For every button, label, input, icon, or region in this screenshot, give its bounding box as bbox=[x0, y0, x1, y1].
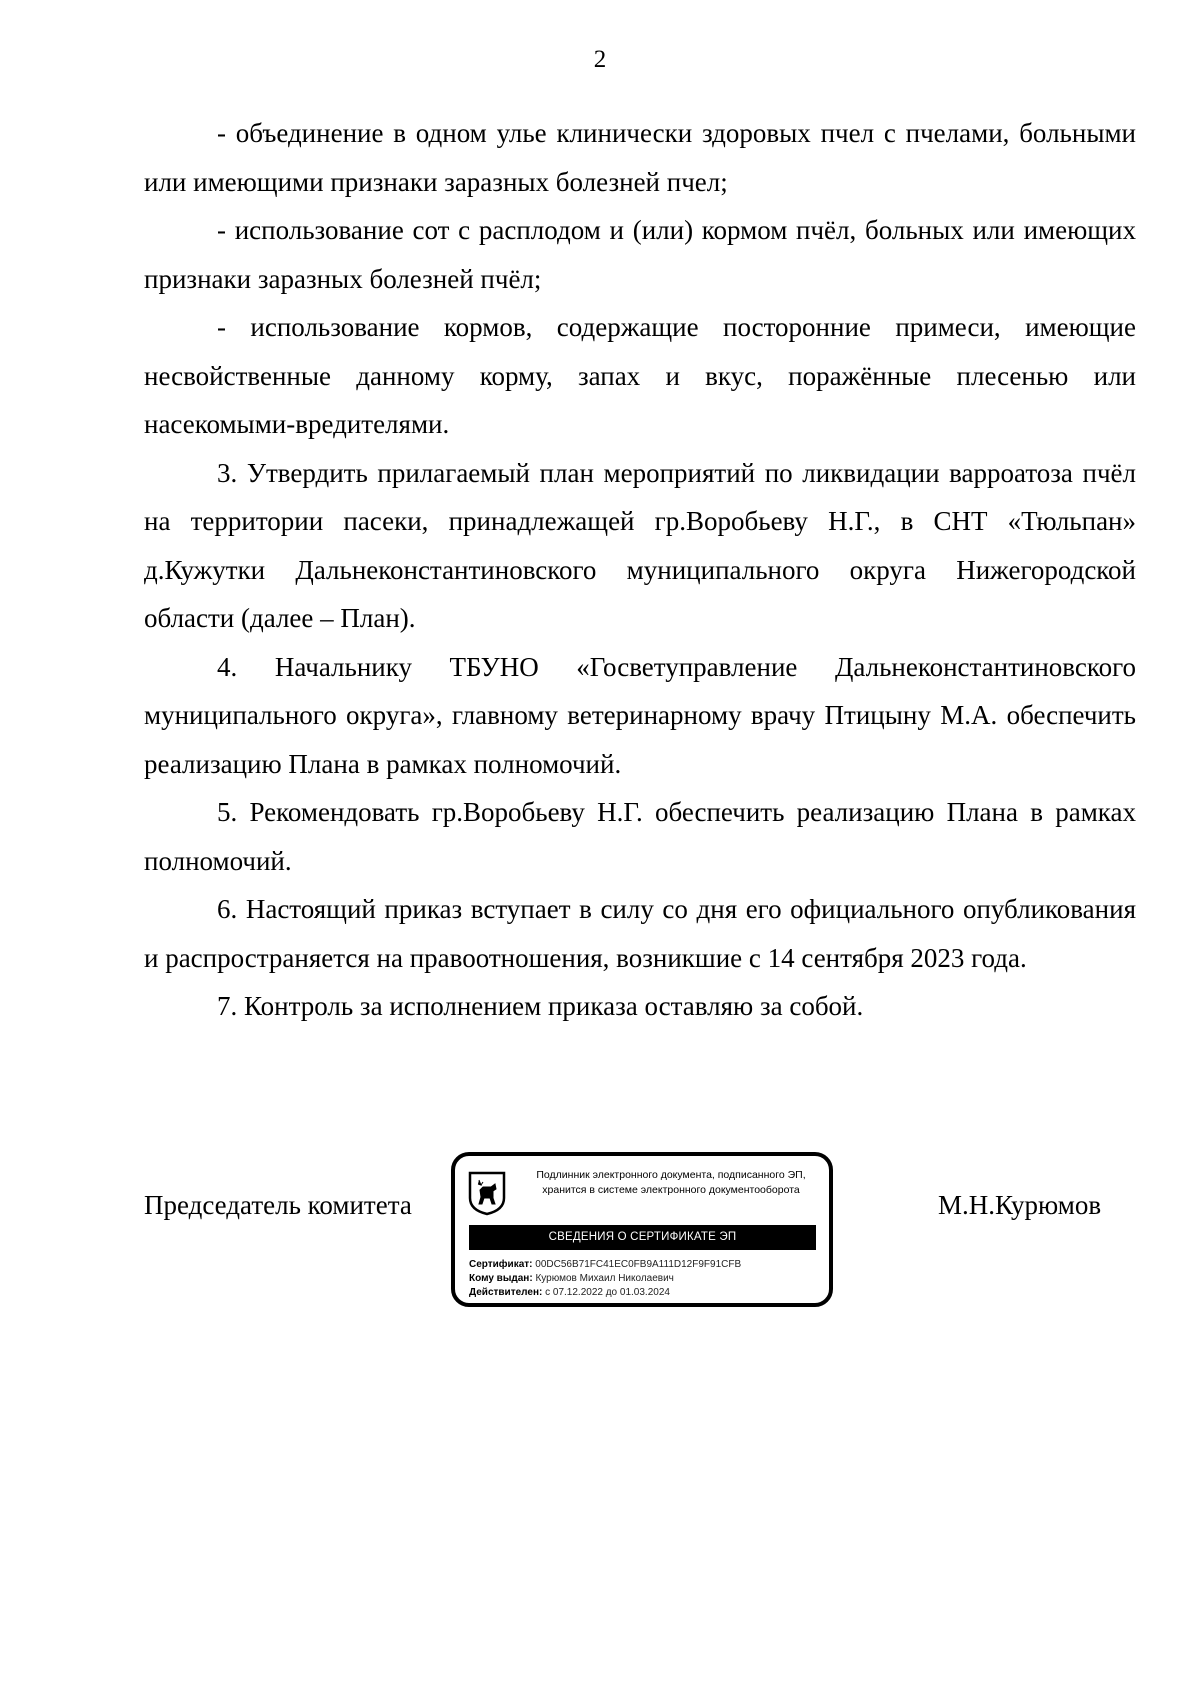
paragraph-item-7: 7. Контроль за исполнением приказа оставляю за собой. bbox=[217, 991, 864, 1021]
document-body bbox=[144, 109, 1136, 1031]
paragraph-item-4: 4. Начальнику ТБУНО «Госветуправление Дальнеконстантиновского муниципального округа», главному ветеринарному врачу Птицыну М.А. обеспечить реализацию Плана в рамках полномочий. bbox=[144, 651, 1136, 779]
paragraph-dash-2: - использование сот с расплодом и (или) кормом пчёл, больных или имеющих признаки заразных болезней пчёл; bbox=[144, 215, 1136, 294]
stamp-header bbox=[515, 1168, 827, 1198]
deer-coat-of-arms-icon bbox=[467, 1170, 507, 1216]
stamp-header-line-1: Подлинник электронного документа, подписанного ЭП, bbox=[536, 1169, 806, 1181]
paragraph-dash-3: - использование кормов, содержащие посторонние примеси, имеющие несвойственные данному корму, запах и вкус, поражённые плесенью или насекомыми-вредителями. bbox=[144, 312, 1136, 439]
paragraph-item-5: 5. Рекомендовать гр.Воробьеву Н.Г. обеспечить реализацию Плана в рамках полномочий. bbox=[144, 797, 1136, 876]
electronic-signature-stamp bbox=[451, 1152, 833, 1307]
issued-to-label: Кому выдан: bbox=[469, 1273, 533, 1284]
signature-block bbox=[0, 1152, 1200, 1302]
signer-title: Председатель комитета bbox=[144, 1190, 412, 1220]
stamp-validity-row bbox=[469, 1286, 819, 1300]
stamp-details bbox=[469, 1258, 819, 1300]
valid-value: с 07.12.2022 до 01.03.2024 bbox=[545, 1287, 670, 1298]
stamp-certificate-bar: СВЕДЕНИЯ О СЕРТИФИКАТЕ ЭП bbox=[469, 1225, 816, 1250]
issued-to-value: Курюмов Михаил Николаевич bbox=[535, 1273, 674, 1284]
stamp-header-line-2: хранится в системе электронного документооборота bbox=[542, 1184, 800, 1196]
paragraph-item-6: 6. Настоящий приказ вступает в силу со дня его официального опубликования и распространяется на правоотношения, возникшие с 14 сентября 2023 года. bbox=[144, 894, 1136, 973]
page-number: 2 bbox=[593, 46, 607, 73]
stamp-certificate-row bbox=[469, 1258, 819, 1272]
certificate-label: Сертификат: bbox=[469, 1259, 533, 1270]
valid-label: Действителен: bbox=[469, 1287, 543, 1298]
stamp-issued-to-row bbox=[469, 1272, 819, 1286]
signer-name: М.Н.Курюмов bbox=[938, 1190, 1102, 1220]
paragraph-item-3: 3. Утвердить прилагаемый план мероприятий по ликвидации варроатоза пчёл на территории пасеки, принадлежащей гр.Воробьеву Н.Г., в СНТ «Тюльпан» д.Кужутки Дальнеконстантиновского муниципального округа Нижегородской области (далее – План). bbox=[144, 457, 1136, 633]
certificate-value: 00DC56B71FC41EC0FB9A111D12F9F91CFB bbox=[535, 1259, 742, 1270]
paragraph-dash-1: - объединение в одном улье клинически здоровых пчел с пчелами, больными или имеющими признаки заразных болезней пчел; bbox=[144, 118, 1136, 197]
